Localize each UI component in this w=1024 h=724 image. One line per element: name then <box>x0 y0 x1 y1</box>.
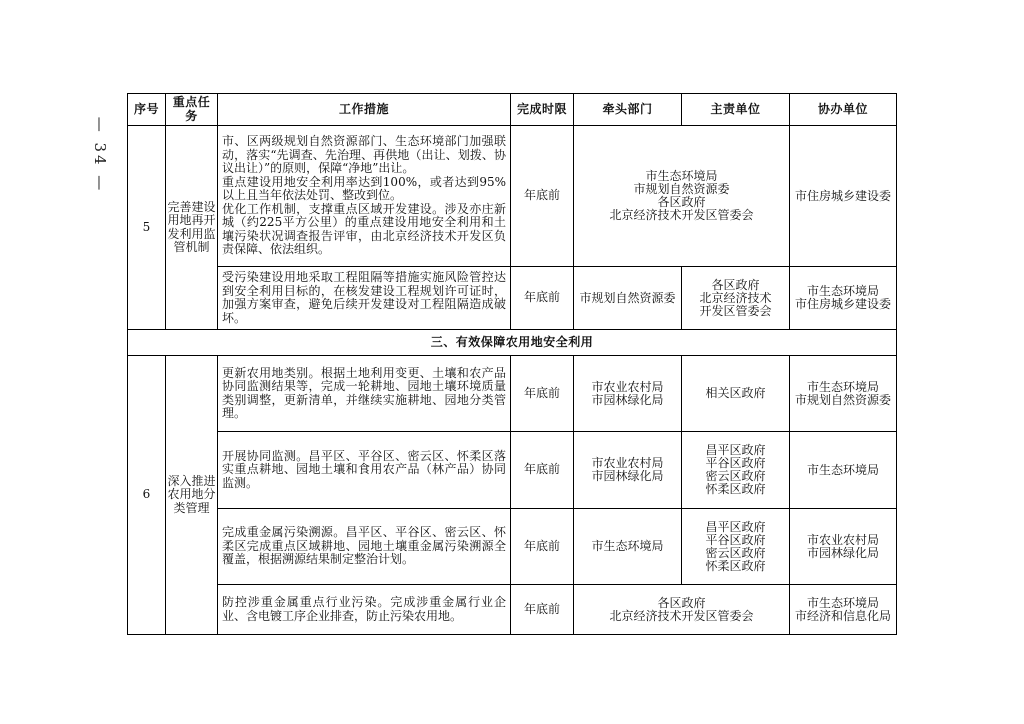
org-line: 昌平区政府 <box>705 443 766 457</box>
org-line: 市农业农村局 <box>591 379 664 394</box>
org-line: 市住房城乡建设委 <box>794 188 891 203</box>
lead-and-main-cell <box>574 126 790 267</box>
org-line: 平谷区政府 <box>705 456 766 470</box>
task-table <box>127 93 897 635</box>
org-line: 市生态环境局 <box>591 539 664 553</box>
header-deadline: 完成时限 <box>511 94 574 126</box>
measures-cell <box>218 432 511 509</box>
table-row <box>128 585 897 635</box>
header-lead-dept: 牵头部门 <box>574 94 682 126</box>
org-line: 市住房城乡建设委 <box>794 297 891 311</box>
measures-cell <box>218 126 511 267</box>
org-line: 市生态环境局 <box>806 462 879 477</box>
header-row <box>128 94 897 126</box>
lead-and-main-cell <box>574 585 790 635</box>
org-line: 各区政府 <box>711 277 760 292</box>
table-row <box>128 509 897 585</box>
section-title: 三、有效保障农用地安全利用 <box>128 330 897 356</box>
assist-cell <box>790 585 897 635</box>
assist-cell <box>790 432 897 509</box>
org-line: 市规划自然资源委 <box>633 182 730 196</box>
org-line: 密云区政府 <box>705 545 766 560</box>
org-line: 开发区管委会 <box>699 303 772 318</box>
measure-paragraph: 开展协同监测。昌平区、平谷区、密云区、怀柔区落实重点耕地、园地土壤和食用农产品（林产品）协同监测。 <box>222 448 506 490</box>
table-row <box>128 356 897 432</box>
org-line: 平谷区政府 <box>705 532 766 547</box>
main-unit-cell <box>682 432 790 509</box>
main-unit-cell <box>682 267 790 330</box>
org-line: 怀柔区政府 <box>705 558 766 573</box>
org-line: 密云区政府 <box>705 469 766 483</box>
measure-paragraph: 优化工作机制，支撑重点区域开发建设。涉及亦庄新城（约225平方公里）的重点建设用地安全利用和土壤污染状况调查报告评审，由北京经济技术开发区负责保障、依法组织。 <box>222 201 506 257</box>
header-key-task: 重点任务 <box>166 94 218 126</box>
org-line: 市园林绿化局 <box>591 469 664 483</box>
org-line: 市园林绿化局 <box>591 392 664 407</box>
table-row <box>128 267 897 330</box>
key-task-name: 深入推进农用地分类管理 <box>166 356 218 635</box>
measure-paragraph: 受污染建设用地采取工程阻隔等措施实施风险管控达到安全利用目标的，在核发建设工程规划许可证时，加强方案审查，避免后续开发建设对工程阻隔造成破坏。 <box>222 270 506 325</box>
measures-cell <box>218 585 511 635</box>
section-row <box>128 330 897 356</box>
org-line: 北京经济技术 <box>699 290 772 305</box>
measure-paragraph: 市、区两级规划自然资源部门、生态环境部门加强联动，落实“先调查、先治理、再供地（出让、划拨、协议出让）”的原则，保障“净地”出让。 <box>222 134 506 176</box>
org-line: 各区政府 <box>657 195 706 209</box>
measures-cell <box>218 509 511 585</box>
lead-dept-cell <box>574 267 682 330</box>
header-assist-unit: 协办单位 <box>790 94 897 126</box>
measures-cell <box>218 267 511 330</box>
org-line: 北京经济技术开发区管委会 <box>609 608 754 623</box>
org-line: 北京经济技术开发区管委会 <box>609 208 754 222</box>
org-line: 市生态环境局 <box>645 169 718 183</box>
measure-paragraph: 完成重金属污染溯源。昌平区、平谷区、密云区、怀柔区完成重点区域耕地、园地土壤重金属污染溯源全覆盖，根据溯源结果制定整治计划。 <box>222 525 506 567</box>
table-row <box>128 432 897 509</box>
deadline-cell: 年底前 <box>511 585 574 635</box>
org-line: 市生态环境局 <box>806 379 879 394</box>
org-line: 市农业农村局 <box>591 456 664 470</box>
measures-cell <box>218 356 511 432</box>
measure-paragraph: 更新农用地类别。根据土地利用变更、土壤和农产品协同监测结果等，完成一轮耕地、园地土壤环境质量类别调整，更新清单，并继续实施耕地、园地分类管理。 <box>222 365 506 420</box>
assist-cell <box>790 509 897 585</box>
org-line: 相关区政府 <box>705 386 766 400</box>
org-line: 昌平区政府 <box>705 519 766 534</box>
org-line: 各区政府 <box>657 595 706 610</box>
deadline-cell: 年底前 <box>511 356 574 432</box>
header-measures: 工作措施 <box>218 94 511 126</box>
lead-dept-cell <box>574 509 682 585</box>
table-row <box>128 126 897 267</box>
deadline-cell: 年底前 <box>511 267 574 330</box>
header-main-unit: 主责单位 <box>682 94 790 126</box>
assist-cell <box>790 126 897 267</box>
measure-paragraph: 重点建设用地安全利用率达到100%，或者达到95%以上且当年依法处罚、整改到位。 <box>222 174 506 203</box>
task-seq-no: 6 <box>128 356 166 635</box>
main-unit-cell <box>682 356 790 432</box>
task-seq-no: 5 <box>128 126 166 330</box>
lead-dept-cell <box>574 432 682 509</box>
main-unit-cell <box>682 509 790 585</box>
org-line: 市生态环境局 <box>806 595 879 610</box>
deadline-cell: 年底前 <box>511 126 574 267</box>
page-number: — 34 — <box>91 116 109 194</box>
key-task-name: 完善建设用地再开发利用监管机制 <box>166 126 218 330</box>
deadline-cell: 年底前 <box>511 509 574 585</box>
org-line: 怀柔区政府 <box>705 482 766 496</box>
org-line: 市规划自然资源委 <box>794 392 891 407</box>
org-line: 市园林绿化局 <box>806 545 879 560</box>
assist-cell <box>790 356 897 432</box>
org-line: 市规划自然资源委 <box>579 290 676 305</box>
deadline-cell: 年底前 <box>511 432 574 509</box>
measure-paragraph: 防控涉重金属重点行业污染。完成涉重金属行业企业、含电镀工序企业排查，防止污染农用地。 <box>222 595 506 623</box>
header-seq-no: 序号 <box>128 94 166 126</box>
assist-cell <box>790 267 897 330</box>
org-line: 市农业农村局 <box>806 532 879 547</box>
org-line: 市经济和信息化局 <box>794 608 891 623</box>
org-line: 市生态环境局 <box>806 284 879 298</box>
lead-dept-cell <box>574 356 682 432</box>
